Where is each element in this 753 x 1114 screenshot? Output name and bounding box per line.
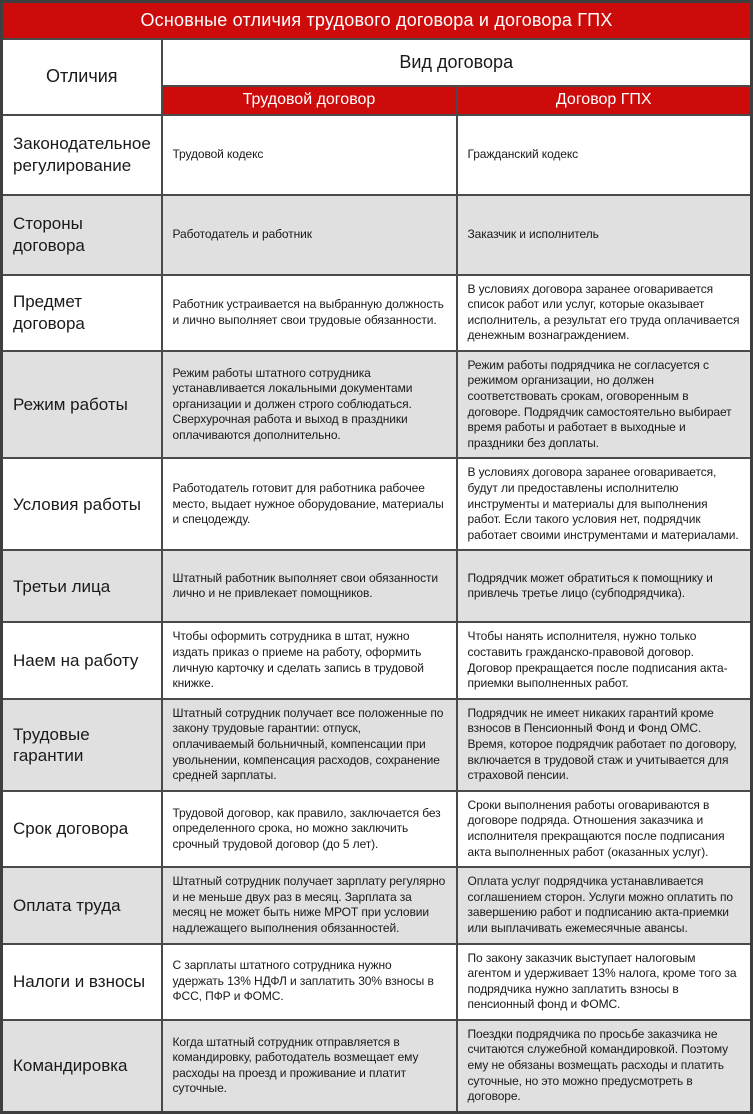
table-row (2, 195, 752, 275)
employment-cell: Работодатель готовит для работника рабочее место, выдает нужное оборудование, материалы и спецодежду. (162, 458, 457, 550)
table-row (2, 1020, 752, 1112)
row-label: Наем на работу (2, 622, 162, 698)
gph-cell: Поездки подрядчика по просьбе заказчика не считаются служебной командировкой. Поэтому ему не обязаны возмещать расходы и платить суточные, но это можно предусмотреть в договоре. (457, 1020, 752, 1112)
row-label: Третьи лица (2, 550, 162, 622)
gph-cell: Сроки выполнения работы оговариваются в договоре подряда. Отношения заказчика и исполнителя прекращаются после подписания акта выполненных работ (оказанных услуг). (457, 791, 752, 867)
table-row (2, 622, 752, 698)
row-label: Законодательное регулирование (2, 115, 162, 195)
row-label: Предмет договора (2, 275, 162, 351)
employment-cell: Работник устраивается на выбранную должность и лично выполняет свои трудовые обязанности. (162, 275, 457, 351)
header-gph-contract: Договор ГПХ (457, 86, 752, 115)
table-row (2, 115, 752, 195)
employment-cell: Штатный работник выполняет свои обязанности лично и не привлекает помощников. (162, 550, 457, 622)
row-label: Налоги и взносы (2, 944, 162, 1020)
header-row-contract-type (2, 39, 752, 86)
employment-cell: С зарплаты штатного сотрудника нужно удержать 13% НДФЛ и заплатить 30% взносы в ФСС, ПФР и ФОМС. (162, 944, 457, 1020)
gph-cell: Заказчик и исполнитель (457, 195, 752, 275)
table-row (2, 550, 752, 622)
row-label: Условия работы (2, 458, 162, 550)
employment-cell: Штатный сотрудник получает все положенные по закону трудовые гарантии: отпуск, оплачиваемый больничный, компенсации при увольнении, компенсация расходов, сохранение средней зарплаты. (162, 699, 457, 791)
gph-cell: По закону заказчик выступает налоговым агентом и удерживает 13% налога, кроме того за подрядчика нужно заплатить взносы в пенсионный фонд и ФОМС. (457, 944, 752, 1020)
header-differences: Отличия (2, 39, 162, 115)
row-label: Трудовые гарантии (2, 699, 162, 791)
header-employment-contract: Трудовой договор (162, 86, 457, 115)
table-row (2, 867, 752, 943)
table-row (2, 351, 752, 459)
gph-cell: Режим работы подрядчика не согласуется с режимом организации, но должен соответствовать срокам, оговоренным в договоре. Подрядчик самостоятельно выбирает время работы и работает в выходные и праздники без доплаты. (457, 351, 752, 459)
employment-cell: Штатный сотрудник получает зарплату регулярно и не меньше двух раз в месяц. Зарплата за месяц не может быть ниже МРОТ при условии надлежащего выполнения обязанностей. (162, 867, 457, 943)
gph-cell: В условиях договора заранее оговаривается список работ или услуг, которые оказывает исполнитель, а результат его труда оплачивается денежным вознаграждением. (457, 275, 752, 351)
employment-cell: Работодатель и работник (162, 195, 457, 275)
header-contract-type: Вид договора (162, 39, 752, 86)
gph-cell: Подрядчик может обратиться к помощнику и привлечь третье лицо (субподрядчика). (457, 550, 752, 622)
title-row (2, 2, 752, 39)
employment-cell: Чтобы оформить сотрудника в штат, нужно издать приказ о приеме на работу, оформить личную карточку и сделать запись в трудовой книжке. (162, 622, 457, 698)
table-row (2, 458, 752, 550)
row-label: Оплата труда (2, 867, 162, 943)
gph-cell: Чтобы нанять исполнителя, нужно только составить гражданско-правовой договор. Договор прекращается после подписания акта-приемки выполненных работ. (457, 622, 752, 698)
row-label: Режим работы (2, 351, 162, 459)
employment-cell: Режим работы штатного сотрудника устанавливается локальными документами организации и должен строго соблюдаться. Сверхурочная работа и выход в праздники оплачиваются дополнительно. (162, 351, 457, 459)
table-row (2, 791, 752, 867)
gph-cell: Подрядчик не имеет никаких гарантий кроме взносов в Пенсионный Фонд и Фонд ОМС. Время, которое подрядчик работает по договору, включается в трудовой стаж и учитывается для страховой пенсии. (457, 699, 752, 791)
gph-cell: Гражданский кодекс (457, 115, 752, 195)
gph-cell: В условиях договора заранее оговаривается, будут ли предоставлены исполнителю инструменты и материалы для выполнения работ. Если такого условия нет, подрядчик работает своими инструментами и материалами. (457, 458, 752, 550)
table-row (2, 275, 752, 351)
employment-cell: Трудовой договор, как правило, заключается без определенного срока, но можно заключить срочный трудовой договор (до 5 лет). (162, 791, 457, 867)
row-label: Командировка (2, 1020, 162, 1112)
employment-cell: Когда штатный сотрудник отправляется в командировку, работодатель возмещает ему расходы на проезд и проживание и платит суточные. (162, 1020, 457, 1112)
table-row (2, 699, 752, 791)
gph-cell: Оплата услуг подрядчика устанавливается соглашением сторон. Услуги можно оплатить по завершению работ и подписанию акта-приемки или выплачивать ежемесячные авансы. (457, 867, 752, 943)
table-row (2, 944, 752, 1020)
row-label: Стороны договора (2, 195, 162, 275)
page-title: Основные отличия трудового договора и договора ГПХ (2, 2, 752, 39)
row-label: Срок договора (2, 791, 162, 867)
employment-cell: Трудовой кодекс (162, 115, 457, 195)
